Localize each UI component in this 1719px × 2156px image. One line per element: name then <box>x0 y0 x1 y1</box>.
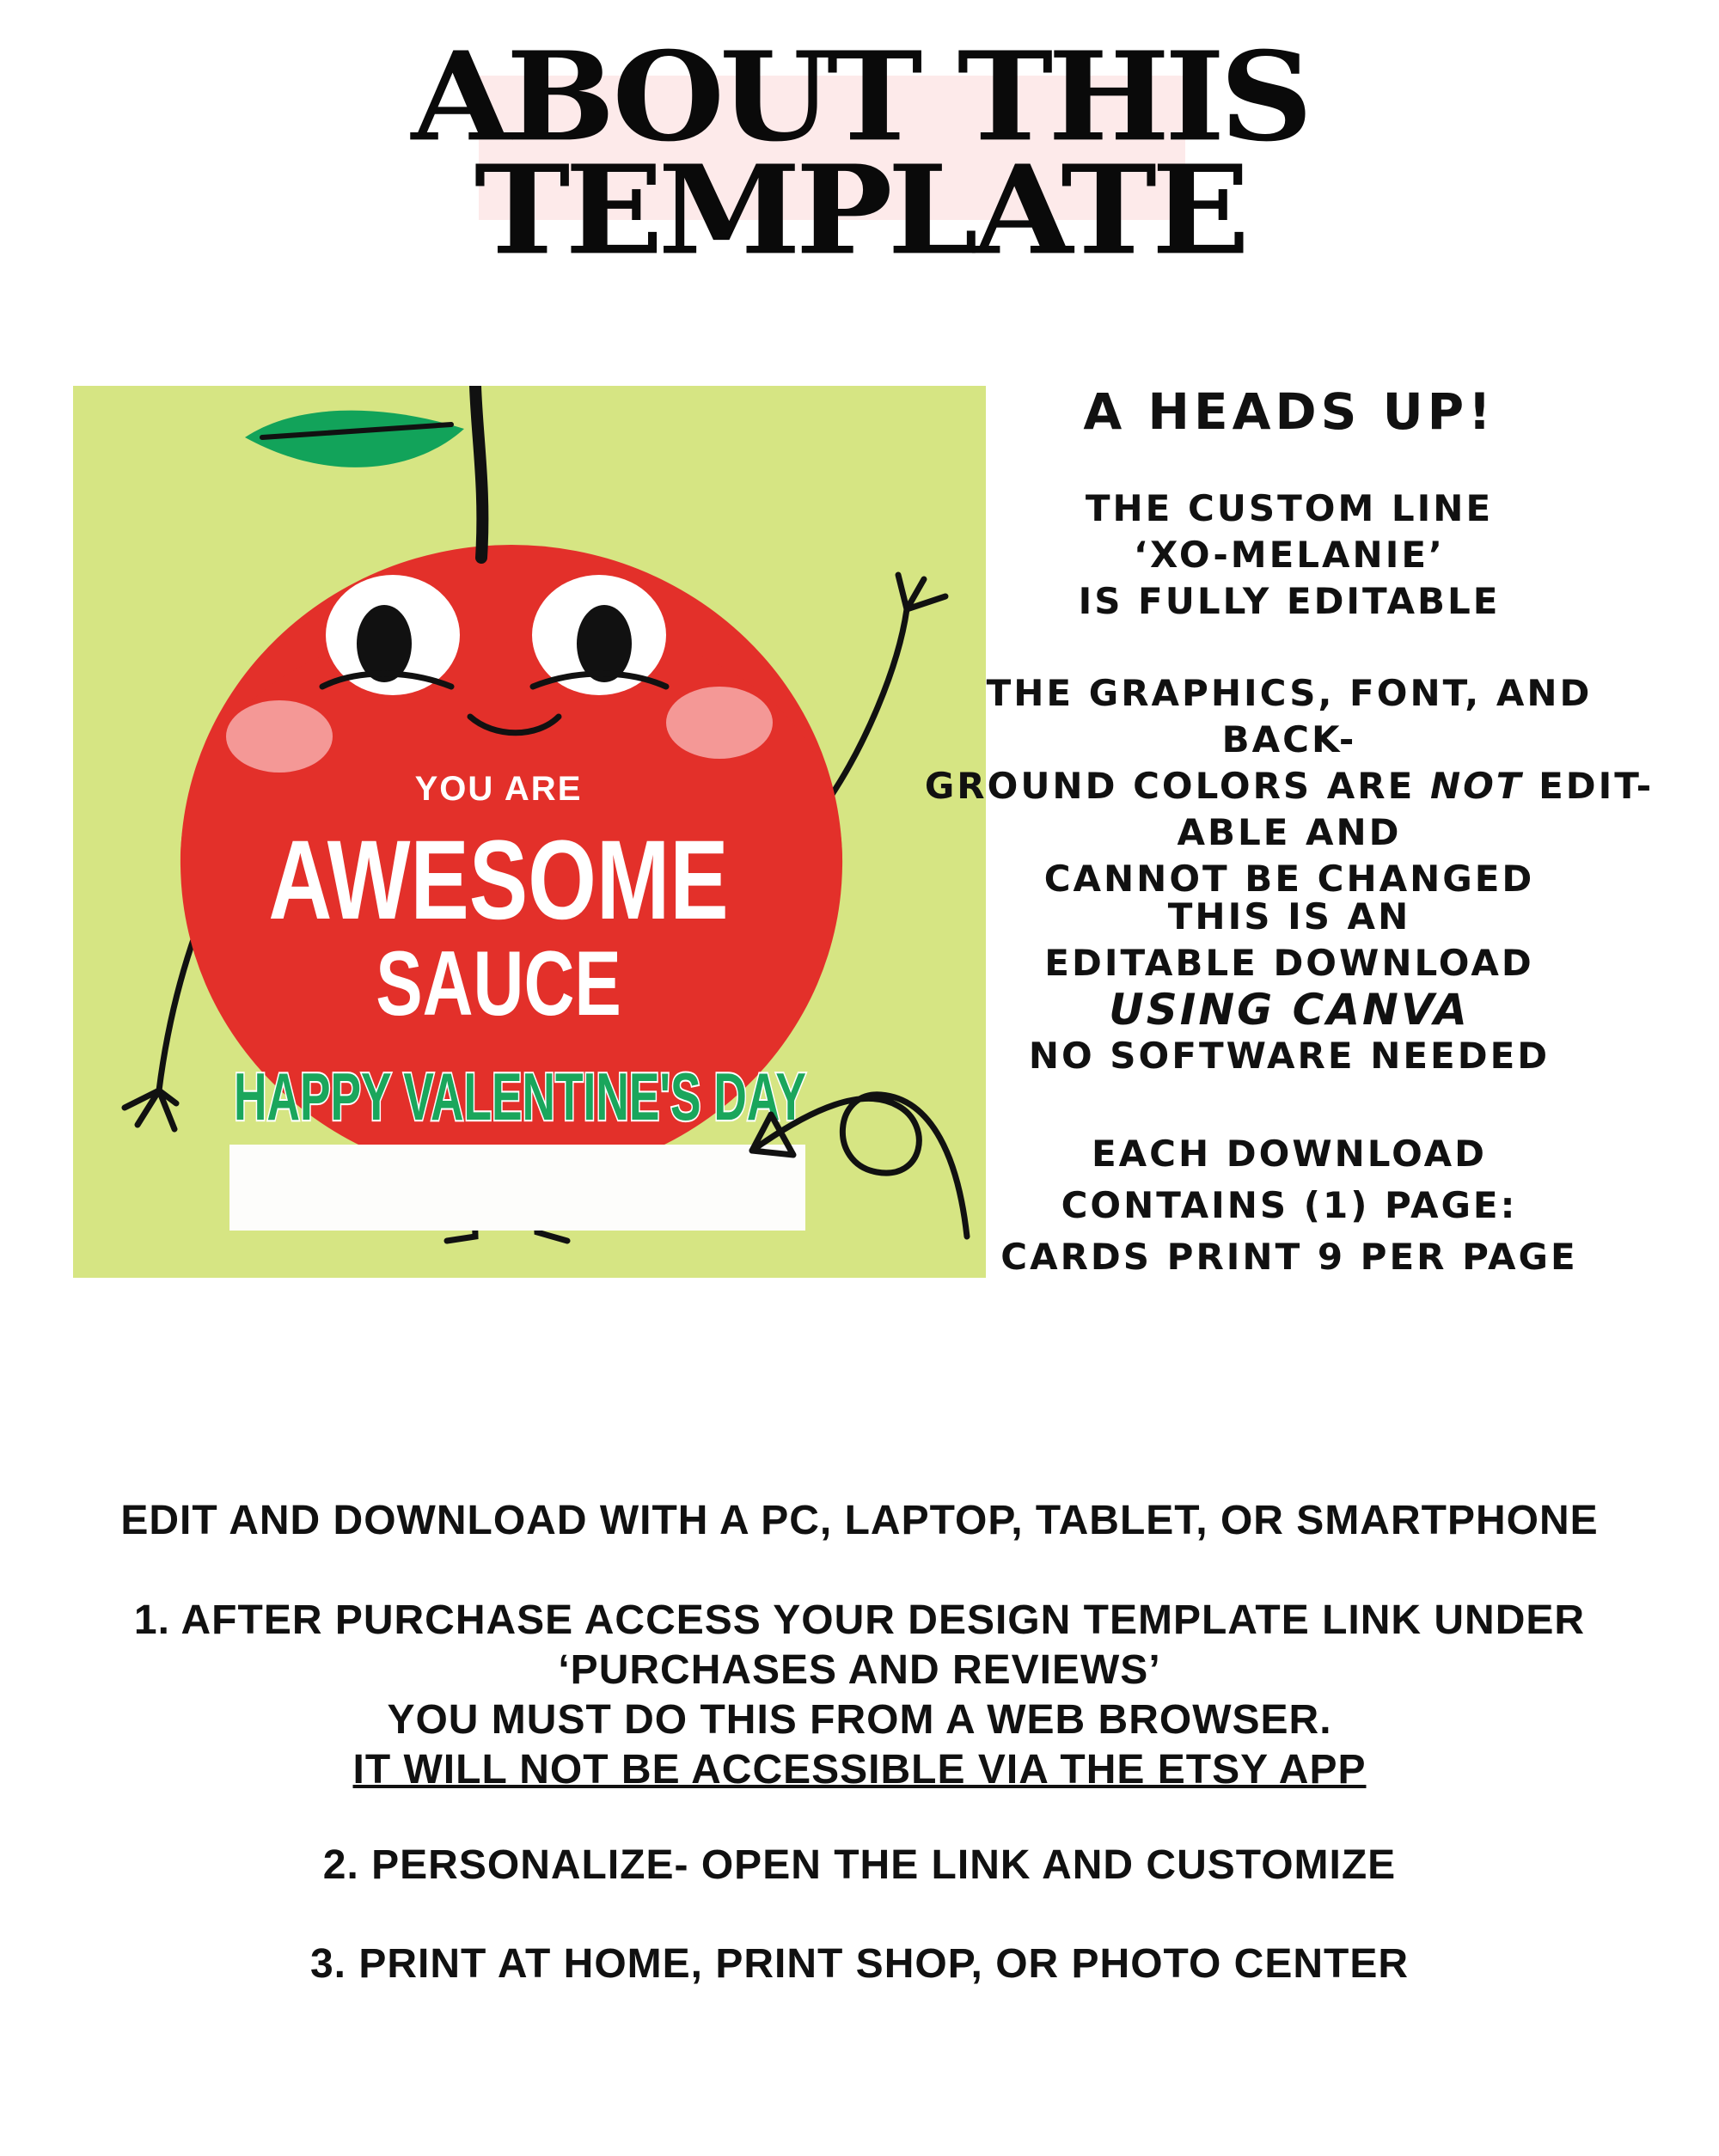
step-1 <box>0 1596 1719 1795</box>
step-1-line-3: YOU MUST DO THIS FROM A WEB BROWSER. <box>387 1697 1332 1743</box>
apple-card-illustration <box>73 386 986 1278</box>
graphics-line-4: CANNOT BE CHANGED <box>1043 858 1535 900</box>
custom-line-text-2: ‘XO-MELANIE’ <box>1134 534 1445 576</box>
custom-line-text-3: IS FULLY EDITABLE <box>1078 580 1501 622</box>
download-line-3: CARDS PRINT 9 PER PAGE <box>1000 1236 1578 1278</box>
graphics-line-2 <box>920 763 1659 809</box>
graphics-not-emphasis: NOT <box>1429 765 1524 807</box>
page-title-line2: TEMPLATE <box>474 138 1245 283</box>
graphics-note <box>920 670 1659 902</box>
card-text-sauce: SAUCE <box>376 932 621 1035</box>
download-note <box>920 1128 1659 1283</box>
canva-line-2: EDITABLE DOWNLOAD <box>1044 942 1534 984</box>
step-1-etsy-app-warning: IT WILL NOT BE ACCESSIBLE VIA THE ETSY APP <box>352 1747 1367 1793</box>
graphics-line-2-post: EDIT- <box>1523 765 1655 807</box>
editable-name-box <box>229 1145 805 1231</box>
step-1-line-2: ‘PURCHASES AND REVIEWS’ <box>558 1647 1161 1693</box>
graphics-line-3: ABLE AND <box>1177 811 1402 853</box>
step-2: 2. PERSONALIZE- OPEN THE LINK AND CUSTOMIZE <box>322 1842 1397 1888</box>
step-3: 3. PRINT AT HOME, PRINT SHOP, OR PHOTO CENTER <box>309 1941 1410 1987</box>
custom-line-text-1: THE CUSTOM LINE <box>1085 487 1494 529</box>
card-text-happy-valentines: HAPPY VALENTINE'S DAY <box>234 1060 806 1135</box>
card-text-you-are: YOU ARE <box>414 770 583 808</box>
edit-devices-text: EDIT AND DOWNLOAD WITH A PC, LAPTOP, TABLET, OR SMARTPHONE <box>120 1498 1599 1543</box>
right-cheek <box>666 687 773 759</box>
card-preview <box>73 386 986 1278</box>
canva-line-3: USING CANVA <box>1109 985 1470 1035</box>
canva-line-1: THIS IS AN <box>1167 895 1411 938</box>
download-line-2: CONTAINS (1) PAGE: <box>1061 1184 1518 1226</box>
heads-up-title: A HEADS UP! <box>1083 382 1496 441</box>
card-text-awesome: AWESOME <box>268 815 729 943</box>
left-cheek <box>226 700 333 773</box>
apple-stem <box>475 386 482 558</box>
graphics-line-1: THE GRAPHICS, FONT, AND BACK- <box>986 672 1593 760</box>
canva-note <box>920 894 1659 1079</box>
graphics-line-2-pre: GROUND COLORS ARE <box>924 765 1430 807</box>
download-line-1: EACH DOWNLOAD <box>1091 1133 1488 1175</box>
custom-line-note <box>920 486 1659 625</box>
canva-line-4: NO SOFTWARE NEEDED <box>1028 1035 1551 1077</box>
step-1-line-1: 1. AFTER PURCHASE ACCESS YOUR DESIGN TEMPLATE LINK UNDER <box>133 1597 1586 1643</box>
page-title-line1: ABOUT THIS <box>411 25 1308 169</box>
